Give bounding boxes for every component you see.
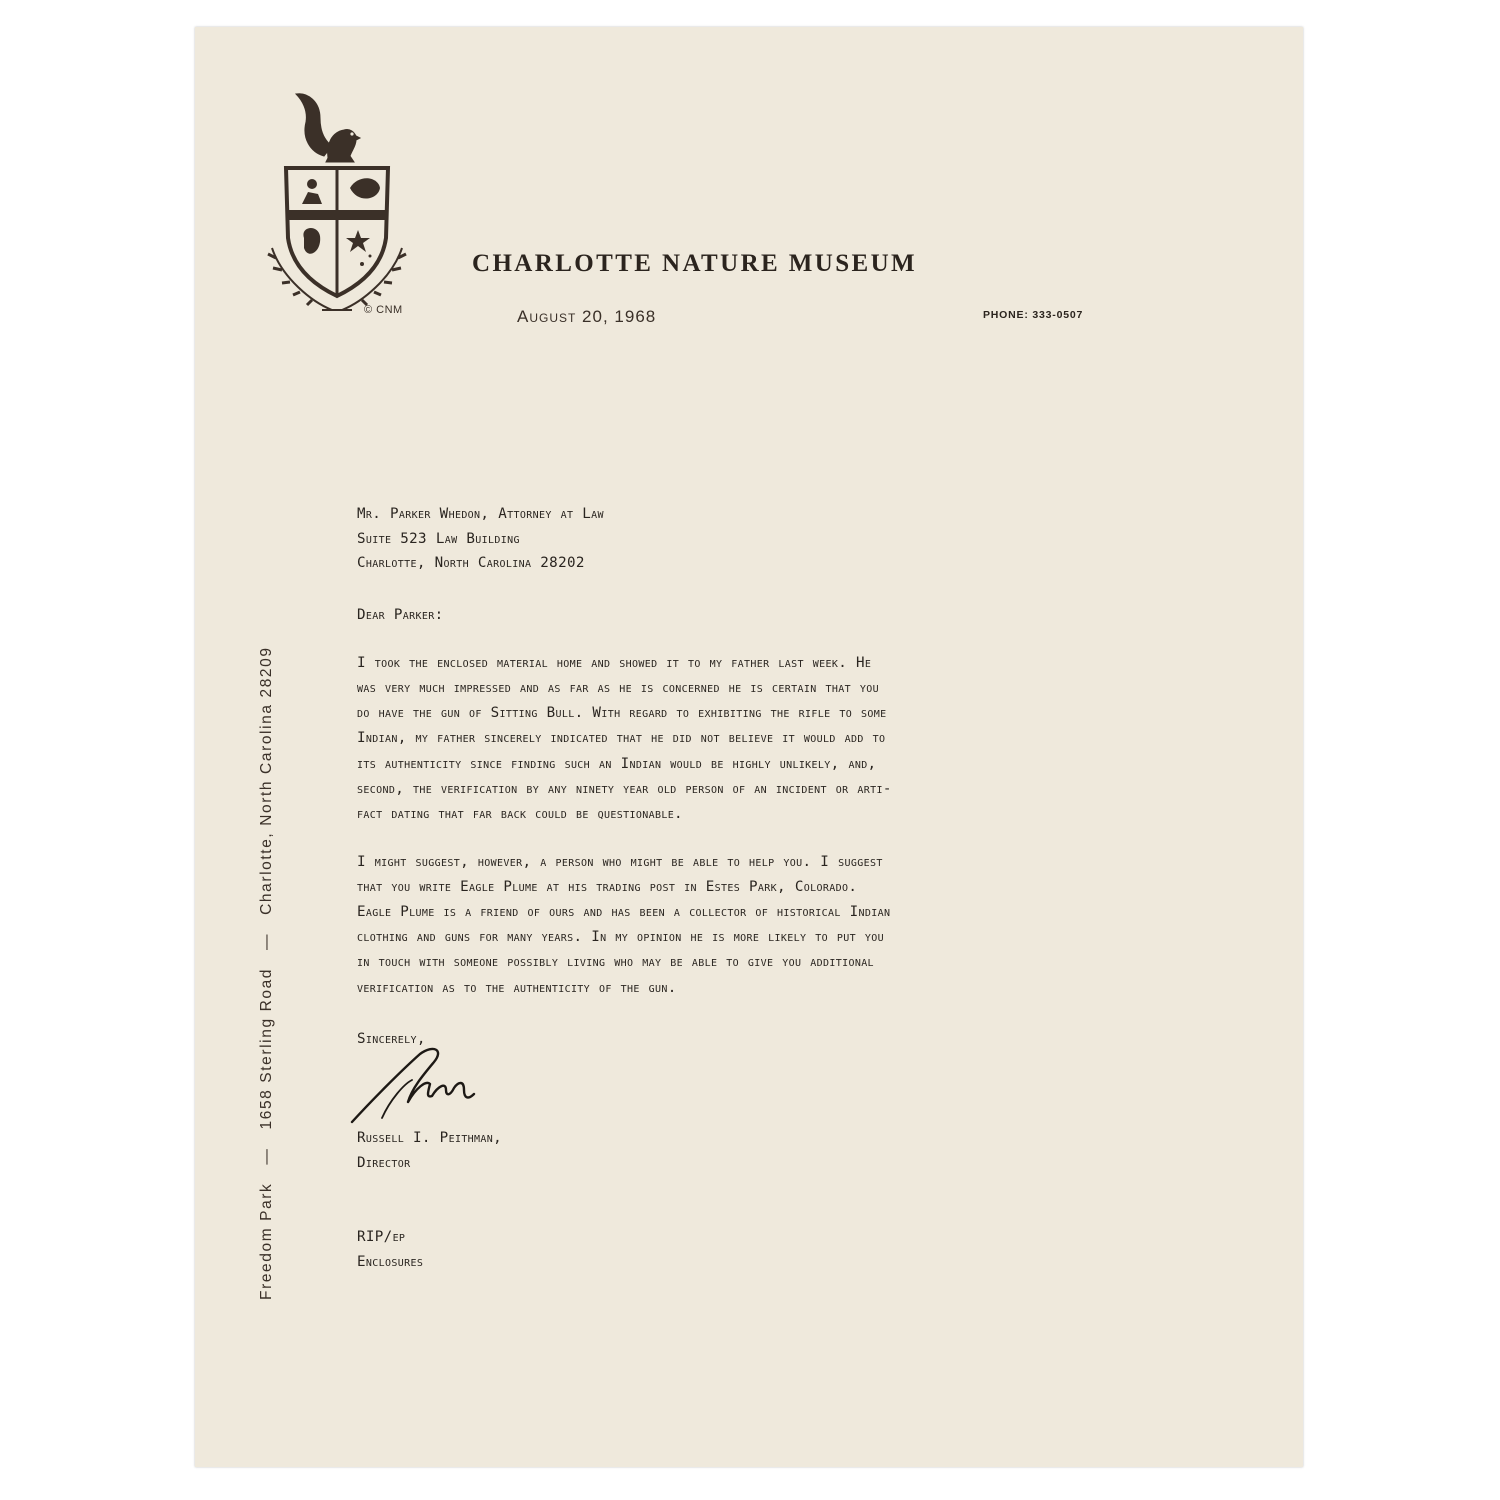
recipient-line: Charlotte, North Carolina 28202: [357, 555, 585, 571]
signer-title: Director: [357, 1155, 411, 1171]
letterhead-side-address: [258, 646, 276, 1300]
body-line: do have the gun of Sitting Bull. With regard to exhibiting the rifle to some: [357, 705, 887, 721]
body-line: I took the enclosed material home and showed it to my father last week. He: [357, 655, 872, 671]
signer-name: Russell I. Peithman,: [357, 1130, 503, 1146]
body-line: was very much impressed and as far as he is concerned he is certain that you: [357, 680, 879, 696]
side-address-park: Freedom Park: [258, 1182, 275, 1300]
body-line: fact dating that far back could be questionable.: [357, 806, 683, 822]
side-address-separator: —: [258, 932, 275, 950]
side-address-separator: —: [258, 1147, 275, 1165]
body-line: Eagle Plume is a friend of ours and has been a collector of historical Indian: [357, 904, 891, 920]
recipient-line: Suite 523 Law Building: [357, 531, 520, 547]
handwritten-signature: [342, 1040, 492, 1130]
body-line: verification as to the authenticity of the gun.: [357, 980, 677, 996]
body-line: Indian, my father sincerely indicated that he did not believe it would add to: [357, 730, 886, 746]
letterhead-phone: PHONE: 333-0507: [983, 309, 1084, 321]
letterhead-org-name: CHARLOTTE NATURE MUSEUM: [472, 250, 918, 277]
body-line: in touch with someone possibly living who may be able to give you additional: [357, 954, 874, 970]
closing: Sincerely,: [357, 1031, 426, 1047]
crest-copyright-mark: © CNM: [364, 304, 403, 316]
side-address-city: Charlotte, North Carolina 28209: [258, 646, 275, 915]
body-line: clothing and guns for many years. In my opinion he is more likely to put you: [357, 929, 885, 945]
body-line: second, the verification by any ninety year old person of an incident or arti-: [357, 781, 892, 797]
body-line: its authenticity since finding such an Indian would be highly unlikely, and,: [357, 756, 877, 772]
reference-initials: RIP/ep: [357, 1229, 406, 1245]
enclosures-note: Enclosures: [357, 1254, 424, 1270]
letter-date: August 20, 1968: [517, 307, 657, 326]
body-line: that you write Eagle Plume at his trading post in Estes Park, Colorado.: [357, 879, 858, 895]
recipient-line: Mr. Parker Whedon, Attorney at Law: [357, 506, 604, 522]
museum-crest-logo: [262, 88, 412, 318]
salutation: Dear Parker:: [357, 607, 444, 623]
side-address-street: 1658 Sterling Road: [258, 967, 275, 1130]
body-line: I might suggest, however, a person who might be able to help you. I suggest: [357, 854, 883, 870]
